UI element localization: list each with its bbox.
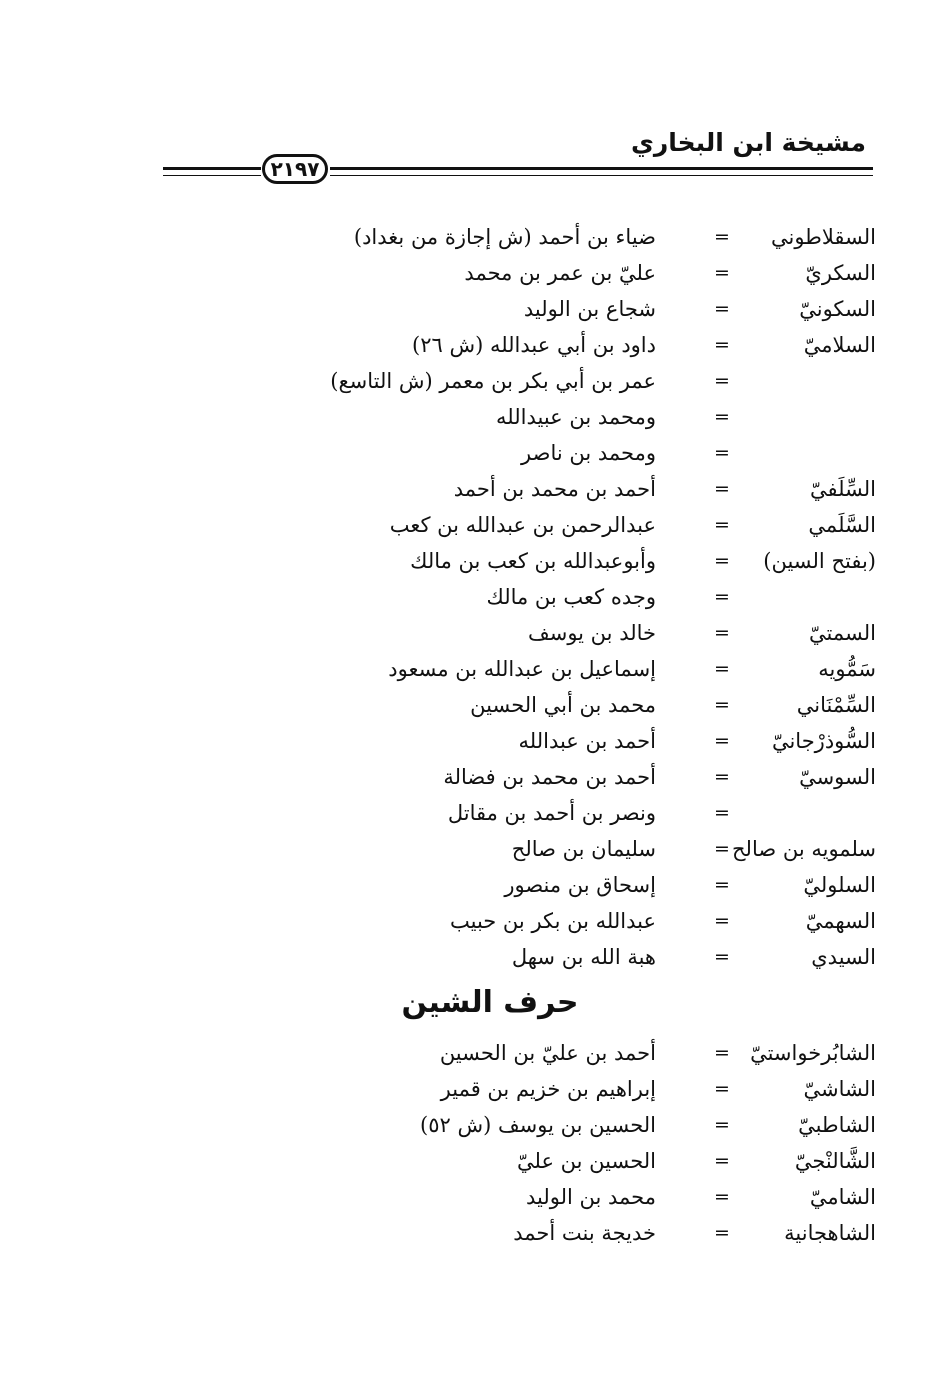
entry-row [0, 1037, 948, 1069]
entry-nisba: السوسيّ [799, 765, 876, 789]
entry-nisba: السكونيّ [799, 297, 876, 321]
entry-row [0, 689, 948, 721]
entry-equals-sign: = [714, 658, 730, 680]
entry-equals-sign: = [714, 1078, 730, 1100]
entry-person-name: أحمد بن محمد بن فضالة [443, 765, 656, 789]
entry-row [0, 437, 948, 469]
entry-equals-sign: = [714, 694, 730, 716]
entry-nisba: السَّلَمي [808, 513, 876, 537]
entry-person-name: هبة الله بن سهل [511, 945, 656, 969]
entry-nisba: الشاطبيّ [798, 1113, 876, 1137]
entry-nisba: الشاهجانية [784, 1221, 876, 1245]
entry-person-name: أحمد بن محمد بن أحمد [453, 477, 656, 501]
entry-nisba: السلوليّ [803, 873, 876, 897]
entry-equals-sign: = [714, 226, 730, 248]
entry-person-name: وجده كعب بن مالك [486, 585, 656, 609]
entry-person-name: إسحاق بن منصور [504, 873, 656, 897]
entry-row [0, 509, 948, 541]
entry-row [0, 941, 948, 973]
entry-nisba: سلمويه بن صالح [731, 837, 876, 861]
running-head-title: مشيخة ابن البخاري [630, 128, 866, 157]
entry-row [0, 725, 948, 757]
entry-nisba: سَمُّويه [818, 657, 876, 681]
entry-equals-sign: = [714, 874, 730, 896]
entry-person-name: خالد بن يوسف [527, 621, 656, 645]
entry-equals-sign: = [714, 1042, 730, 1064]
entry-person-name: داود بن أبي عبدالله (ش ٢٦) [412, 333, 656, 357]
entry-row [0, 1145, 948, 1177]
entry-row [0, 869, 948, 901]
entry-equals-sign: = [714, 1150, 730, 1172]
entry-nisba: الشاميّ [809, 1185, 876, 1209]
entry-person-name: ونصر بن أحمد بن مقاتل [447, 801, 656, 825]
entry-nisba: (بفتح السين) [763, 549, 876, 573]
entry-person-name: عليّ بن عمر بن محمد [464, 261, 656, 285]
entry-equals-sign: = [714, 406, 730, 428]
entry-row [0, 761, 948, 793]
entry-equals-sign: = [714, 370, 730, 392]
entry-person-name: محمد بن الوليد [526, 1185, 656, 1209]
entry-equals-sign: = [714, 730, 730, 752]
entry-equals-sign: = [714, 946, 730, 968]
entry-equals-sign: = [714, 1222, 730, 1244]
entry-nisba: السُّوذرْجانيّ [771, 729, 876, 753]
entry-person-name: ومحمد بن عبيدالله [496, 405, 656, 429]
entry-person-name: شجاع بن الوليد [523, 297, 656, 321]
entry-row [0, 257, 948, 289]
entry-equals-sign: = [714, 622, 730, 644]
entry-row [0, 545, 948, 577]
entry-nisba: السِّمْنَاني [796, 693, 876, 717]
entry-equals-sign: = [714, 298, 730, 320]
entry-equals-sign: = [714, 442, 730, 464]
entry-equals-sign: = [714, 550, 730, 572]
entry-equals-sign: = [714, 838, 730, 860]
entry-nisba: السمتيّ [809, 621, 876, 645]
entry-row [0, 365, 948, 397]
entry-person-name: إبراهيم بن خزيم بن قمير [440, 1077, 656, 1101]
entry-equals-sign: = [714, 1114, 730, 1136]
entry-person-name: الحسين بن يوسف (ش ٥٢) [420, 1113, 656, 1137]
entry-person-name: عمر بن أبي بكر بن معمر (ش التاسع) [330, 369, 656, 393]
entry-equals-sign: = [714, 262, 730, 284]
entry-person-name: ضياء بن أحمد (ش إجازة من بغداد) [353, 225, 656, 249]
entry-nisba: السِّلَفيّ [809, 477, 876, 501]
entry-row [0, 1181, 948, 1213]
header-rule-left [163, 167, 261, 176]
entry-nisba: الشابُرخواستيّ [750, 1041, 876, 1065]
entry-person-name: وأبوعبدالله بن كعب بن مالك [410, 549, 656, 573]
entry-nisba: السلاميّ [803, 333, 876, 357]
entry-person-name: عبدالرحمن بن عبدالله بن كعب [389, 513, 656, 537]
entry-row [0, 1073, 948, 1105]
entry-row [0, 1109, 948, 1141]
entry-row [0, 653, 948, 685]
entry-nisba: السكريّ [805, 261, 876, 285]
entry-person-name: الحسين بن عليّ [516, 1149, 656, 1173]
entry-equals-sign: = [714, 766, 730, 788]
section-heading-shin: حرف الشين [401, 985, 579, 1020]
entry-person-name: خديجة بنت أحمد [513, 1221, 656, 1245]
entry-nisba: الشَّالنْجيّ [794, 1149, 876, 1173]
entry-person-name: ومحمد بن ناصر [521, 441, 656, 465]
entry-nisba: السيدي [811, 945, 876, 969]
entry-equals-sign: = [714, 802, 730, 824]
entry-person-name: أحمد بن عبدالله [518, 729, 656, 753]
entry-row [0, 617, 948, 649]
entry-nisba: السهميّ [805, 909, 876, 933]
entry-person-name: محمد بن أبي الحسين [470, 693, 656, 717]
entry-row [0, 473, 948, 505]
entry-person-name: أحمد بن عليّ بن الحسين [439, 1041, 656, 1065]
entry-row [0, 221, 948, 253]
entry-equals-sign: = [714, 478, 730, 500]
entry-equals-sign: = [714, 1186, 730, 1208]
entry-row [0, 401, 948, 433]
entry-row [0, 905, 948, 937]
entry-row [0, 581, 948, 613]
entry-equals-sign: = [714, 514, 730, 536]
entry-row [0, 833, 948, 865]
entry-row [0, 797, 948, 829]
entry-nisba: الشاشيّ [803, 1077, 876, 1101]
page-number-badge: ٢١٩٧ [262, 154, 328, 184]
entry-equals-sign: = [714, 910, 730, 932]
entry-row [0, 293, 948, 325]
entry-row [0, 1217, 948, 1249]
entry-equals-sign: = [714, 334, 730, 356]
entry-person-name: سليمان بن صالح [511, 837, 656, 861]
entry-nisba: السقلاطوني [770, 225, 876, 249]
entry-equals-sign: = [714, 586, 730, 608]
entry-row [0, 329, 948, 361]
entry-person-name: إسماعيل بن عبدالله بن مسعود [388, 657, 656, 681]
entry-person-name: عبدالله بن بكر بن حبيب [449, 909, 656, 933]
header-rule-right [330, 167, 873, 176]
